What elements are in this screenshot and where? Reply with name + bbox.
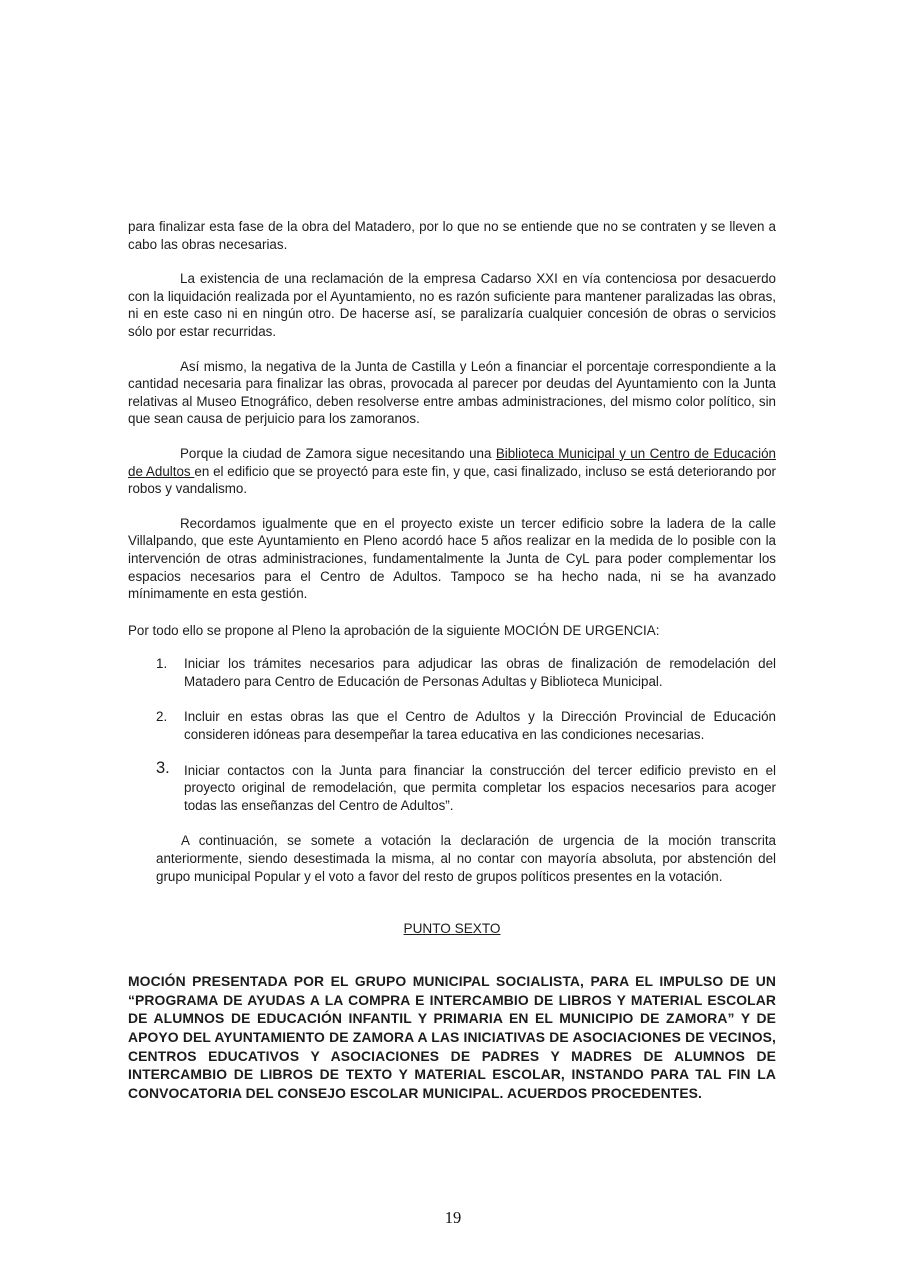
list-item-number: 1.	[156, 656, 168, 672]
list-item-text: Incluir en estas obras las que el Centro de Adultos y la Dirección Provincial de Educación consideren idóneas para desempeñar la tarea educativa en las condiciones necesarias.	[184, 709, 776, 743]
paragraph-biblioteca	[128, 445, 776, 498]
paragraph-continuation: para finalizar esta fase de la obra del Matadero, por lo que no se entiende que no se contraten y se lleven a cabo las obras necesarias.	[128, 219, 776, 252]
paragraph-text: en el edificio que se proyectó para este fin, y que, casi finalizado, incluso se está deteriorando por robos y vandalismo.	[128, 463, 776, 497]
list-item-text: Iniciar los trámites necesarios para adjudicar las obras de finalización de remodelación del Matadero para Centro de Educación de Personas Adultas y Biblioteca Municipal.	[184, 656, 776, 689]
list-item	[128, 655, 776, 690]
motion-title: MOCIÓN PRESENTADA POR EL GRUPO MUNICIPAL SOCIALISTA, PARA EL IMPULSO DE UN “PROGRAMA DE AYUDAS A LA COMPRA E INTERCAMBIO DE LIBROS Y MATERIAL ESCOLAR DE ALUMNOS DE EDUCACIÓN INFANTIL Y PRIMARIA EN EL MUNICIPIO DE ZAMORA” Y DE APOYO DEL AYUNTAMIENTO DE ZAMORA A LAS INICIATIVAS DE ASOCIACIONES DE VECINOS, CENTROS EDUCATIVOS Y ASOCIACIONES DE PADRES Y MADRES DE ALUMNOS DE INTERCAMBIO DE LIBROS DE TEXTO Y MATERIAL ESCOLAR, INSTANDO PARA TAL FIN LA CONVOCATORIA DEL CONSEJO ESCOLAR MUNICIPAL. ACUERDOS PROCEDENTES.	[128, 973, 776, 1101]
list-item	[128, 708, 776, 743]
page-number: 19	[444, 1208, 462, 1227]
list-item-text: Iniciar contactos con la Junta para financiar la construcción del tercer edificio previsto en el proyecto original de remodelación, que permita completar los espacios necesarios para acoger todas las enseñanzas del Centro de Adultos”.	[184, 762, 776, 813]
paragraph-junta: Así mismo, la negativa de la Junta de Castilla y León a financiar el porcentaje correspondiente a la cantidad necesaria para finalizar las obras, provocada al parecer por deudas del Ayuntamiento con la Junta relativas al Museo Etnográfico, deben resolverse entre ambas administraciones, del mismo color político, sin que sean causa de perjuicio para los zamoranos.	[128, 358, 776, 427]
motion-list	[128, 655, 776, 814]
list-item-number: 3.	[156, 758, 170, 777]
paragraph-tercer-edificio: Recordamos igualmente que en el proyecto existe un tercer edificio sobre la ladera de la calle Villalpando, que este Ayuntamiento en Pleno acordó hace 5 años realizar en la medida de lo posible con la intervención de otras administraciones, fundamentalmente la Junta de CyL para poder complementar los espacios necesarios para el Centro de Adultos. Tampoco se ha hecho nada, ni se ha avanzado mínimamente en esta gestión.	[128, 515, 776, 602]
list-item-number: 2.	[156, 709, 168, 725]
paragraph-text: Porque la ciudad de Zamora sigue necesitando una	[180, 445, 496, 461]
paragraph-cadarso: La existencia de una reclamación de la empresa Cadarso XXI en vía contenciosa por desacuerdo con la liquidación realizada por el Ayuntamiento, no es razón suficiente para mantener paralizadas las obras, ni en este caso ni en ningún otro. De hacerse así, se paralizaría cualquier concesión de obras o servicios sólo por estar recurridas.	[128, 271, 776, 339]
list-item	[128, 758, 776, 815]
section-heading-text: PUNTO SEXTO	[403, 921, 501, 937]
paragraph-votacion: A continuación, se somete a votación la declaración de urgencia de la moción transcrita anteriormente, siendo desestimada la misma, al no contar con mayoría absoluta, por abstención del grupo municipal Popular y el voto a favor del resto de grupos políticos presentes en la votación.	[156, 833, 776, 884]
paragraph-propuesta: Por todo ello se propone al Pleno la aprobación de la siguiente MOCIÓN DE URGENCIA:	[128, 622, 660, 638]
section-heading	[128, 921, 776, 936]
underlined-text: Biblioteca Municipal y un Centro de Educación de Adultos	[128, 445, 776, 479]
